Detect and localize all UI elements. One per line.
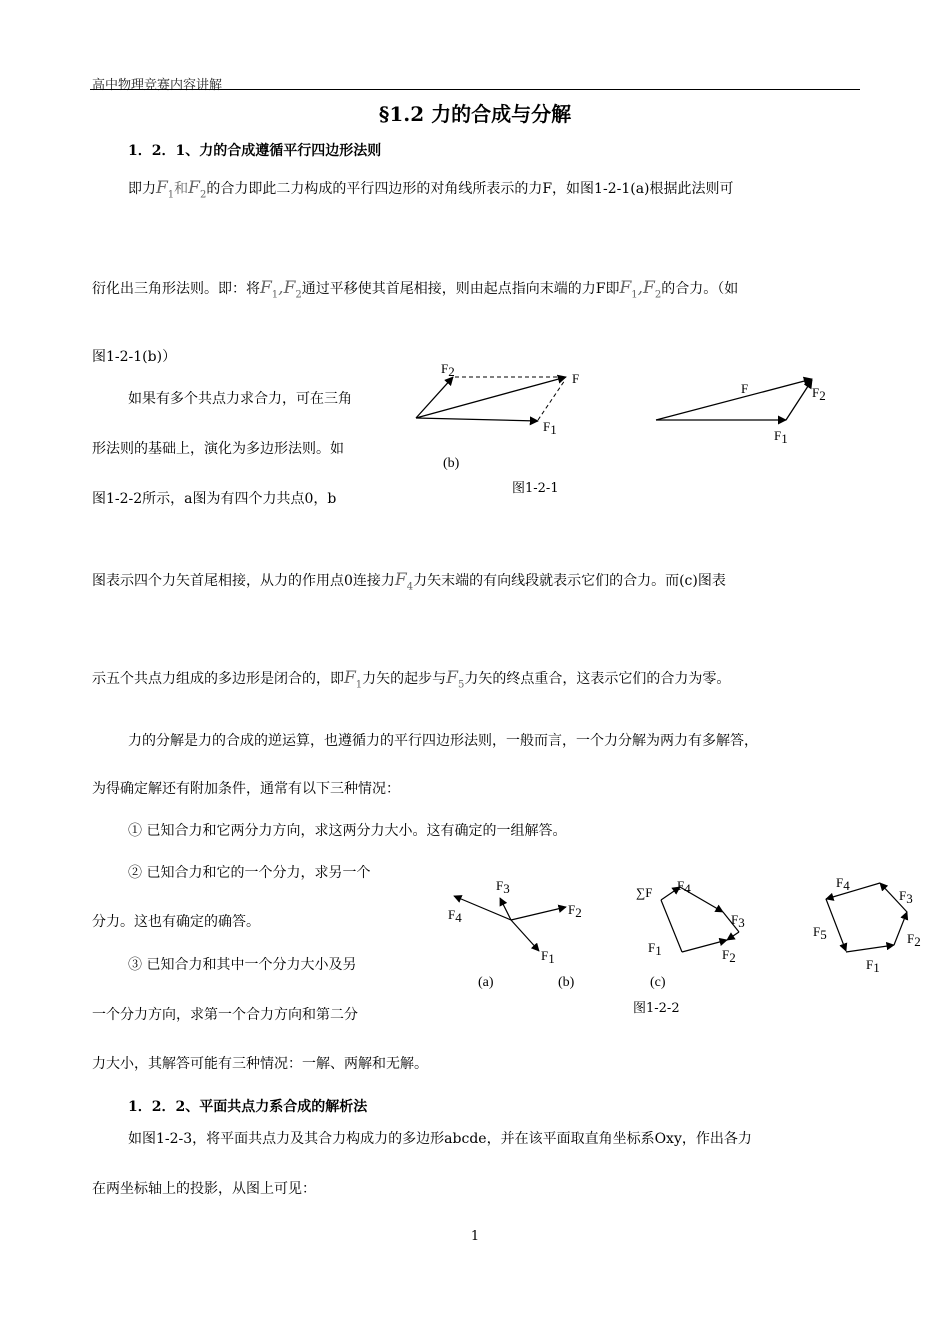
subsection-heading-1: 1．2．1、力的合成遵循平行四边形法则 xyxy=(128,143,382,159)
label-sum-f: ∑F xyxy=(636,885,653,900)
math-f2: $F_2$ xyxy=(283,278,302,301)
paragraph-line: 分力。这也有确定的确答。 xyxy=(92,914,260,930)
section-title: §1.2 力的合成与分解 xyxy=(378,102,572,126)
paragraph-line: 形法则的基础上，演化为多边形法则。如 xyxy=(92,441,344,457)
vector-f1 xyxy=(846,945,894,952)
figure-caption: 图1-2-2 xyxy=(633,1001,680,1016)
math-f2: $F_2$ xyxy=(188,178,207,201)
paragraph-line: 如图1-2-3，将平面共点力及其合力构成力的多边形abcde，并在该平面取直角坐标系Oxy，作出各力 xyxy=(128,1131,752,1147)
diagram-c-closed-polygon xyxy=(813,875,921,975)
vector-f5 xyxy=(826,899,846,951)
label-f3: F3 xyxy=(731,912,745,930)
paragraph-line: 图1-2-1(b)） xyxy=(92,349,177,365)
vector-f4 xyxy=(454,896,511,920)
page-header: 高中物理竞赛内容讲解 xyxy=(92,78,223,93)
paragraph-line: 衍化出三角形法则。即：将$F_1,F_2$通过平移使其首尾相接，则由起点指向末端的力F即$F_1,F_2$的合力。（如 xyxy=(92,278,739,301)
label-f2: F2 xyxy=(722,947,736,965)
math-f1: $F_1$ xyxy=(344,668,363,691)
math-f5: $F_5$ xyxy=(446,668,465,691)
math-f1: $F_1$ xyxy=(260,278,279,301)
paragraph-line: 如果有多个共点力求合力，可在三角 xyxy=(128,391,352,407)
label-a: (a) xyxy=(478,975,494,990)
label-f1: F1 xyxy=(543,419,557,437)
paragraph-line: ② 已知合力和它的一个分力，求另一个 xyxy=(128,865,371,881)
vector-sum xyxy=(661,900,682,952)
label-f5: F5 xyxy=(813,924,827,942)
label-f3: F3 xyxy=(496,878,510,896)
vector-f4 xyxy=(826,883,880,899)
math-f1: $F_1$ xyxy=(156,178,175,201)
paragraph-line: 示五个共点力组成的多边形是闭合的，即$F_1$力矢的起步与$F_5$力矢的终点重合，这表示它们的合力为零。 xyxy=(92,668,731,691)
vector-f1 xyxy=(682,940,727,952)
subsection-heading-2: 1．2．2、平面共点力系合成的解析法 xyxy=(128,1099,368,1115)
label-f1: F1 xyxy=(866,957,880,975)
paragraph-line: 图1-2-2所示，a图为有四个力共点0，b xyxy=(92,491,337,507)
label-b: (b) xyxy=(558,975,575,990)
page-number: 1 xyxy=(470,1229,480,1244)
paragraph-line: 为得确定解还有附加条件，通常有以下三种情况： xyxy=(92,781,400,797)
label-f4: F4 xyxy=(448,907,462,925)
label-f2: F2 xyxy=(907,931,921,949)
paragraph-line: 力大小，其解答可能有三种情况：一解、两解和无解。 xyxy=(92,1056,428,1072)
label-f1: F1 xyxy=(541,948,555,966)
vector-f2 xyxy=(511,907,566,920)
paragraph-line: 在两坐标轴上的投影，从图上可见： xyxy=(92,1181,316,1197)
paragraph-line: 即力$F_1$和$F_2$的合力即此二力构成的平行四边形的对角线所表示的力F，如图1-2-1(a)根据此法则可 xyxy=(128,178,734,201)
label-f3: F3 xyxy=(899,888,913,906)
label-c: (c) xyxy=(650,975,666,990)
math-f4: $F_4$ xyxy=(394,570,414,593)
math-f2: $F_2$ xyxy=(643,278,662,301)
diagram-a-concurrent-forces xyxy=(448,878,582,966)
label-b: (b) xyxy=(443,456,460,471)
paragraph-line: ① 已知合力和它两分力方向，求这两分力大小。这有确定的一组解答。 xyxy=(128,823,567,839)
paragraph-line: 力的分解是力的合成的逆运算，也遵循力的平行四边形法则，一般而言，一个力分解为两力有多解答， xyxy=(128,733,758,749)
math-f1: $F_1$ xyxy=(619,278,638,301)
label-f4: F4 xyxy=(836,875,850,893)
figure-caption: 图1-2-1 xyxy=(512,481,559,496)
label-f2: F2 xyxy=(812,385,826,403)
paragraph-line: 图表示四个力矢首尾相接，从力的作用点0连接力$F_4$力矢末端的有向线段就表示它们的合力。而(c)图表 xyxy=(92,570,726,593)
label-f2: F2 xyxy=(568,902,582,920)
label-f1: F1 xyxy=(774,428,788,446)
diagram-b-polygon-with-resultant xyxy=(636,878,745,965)
label-f: F xyxy=(741,381,749,396)
vector-f1 xyxy=(511,920,539,951)
paragraph-line: 一个分力方向，求第一个合力方向和第二分 xyxy=(92,1007,358,1023)
label-f4: F4 xyxy=(677,878,691,896)
vector-f2 xyxy=(727,932,739,940)
label-f2: F2 xyxy=(441,361,455,379)
vector-f2 xyxy=(894,912,907,945)
label-f1: F1 xyxy=(648,940,662,958)
label-f: F xyxy=(572,371,580,386)
paragraph-line: ③ 已知合力和其中一个分力大小及另 xyxy=(128,957,357,973)
